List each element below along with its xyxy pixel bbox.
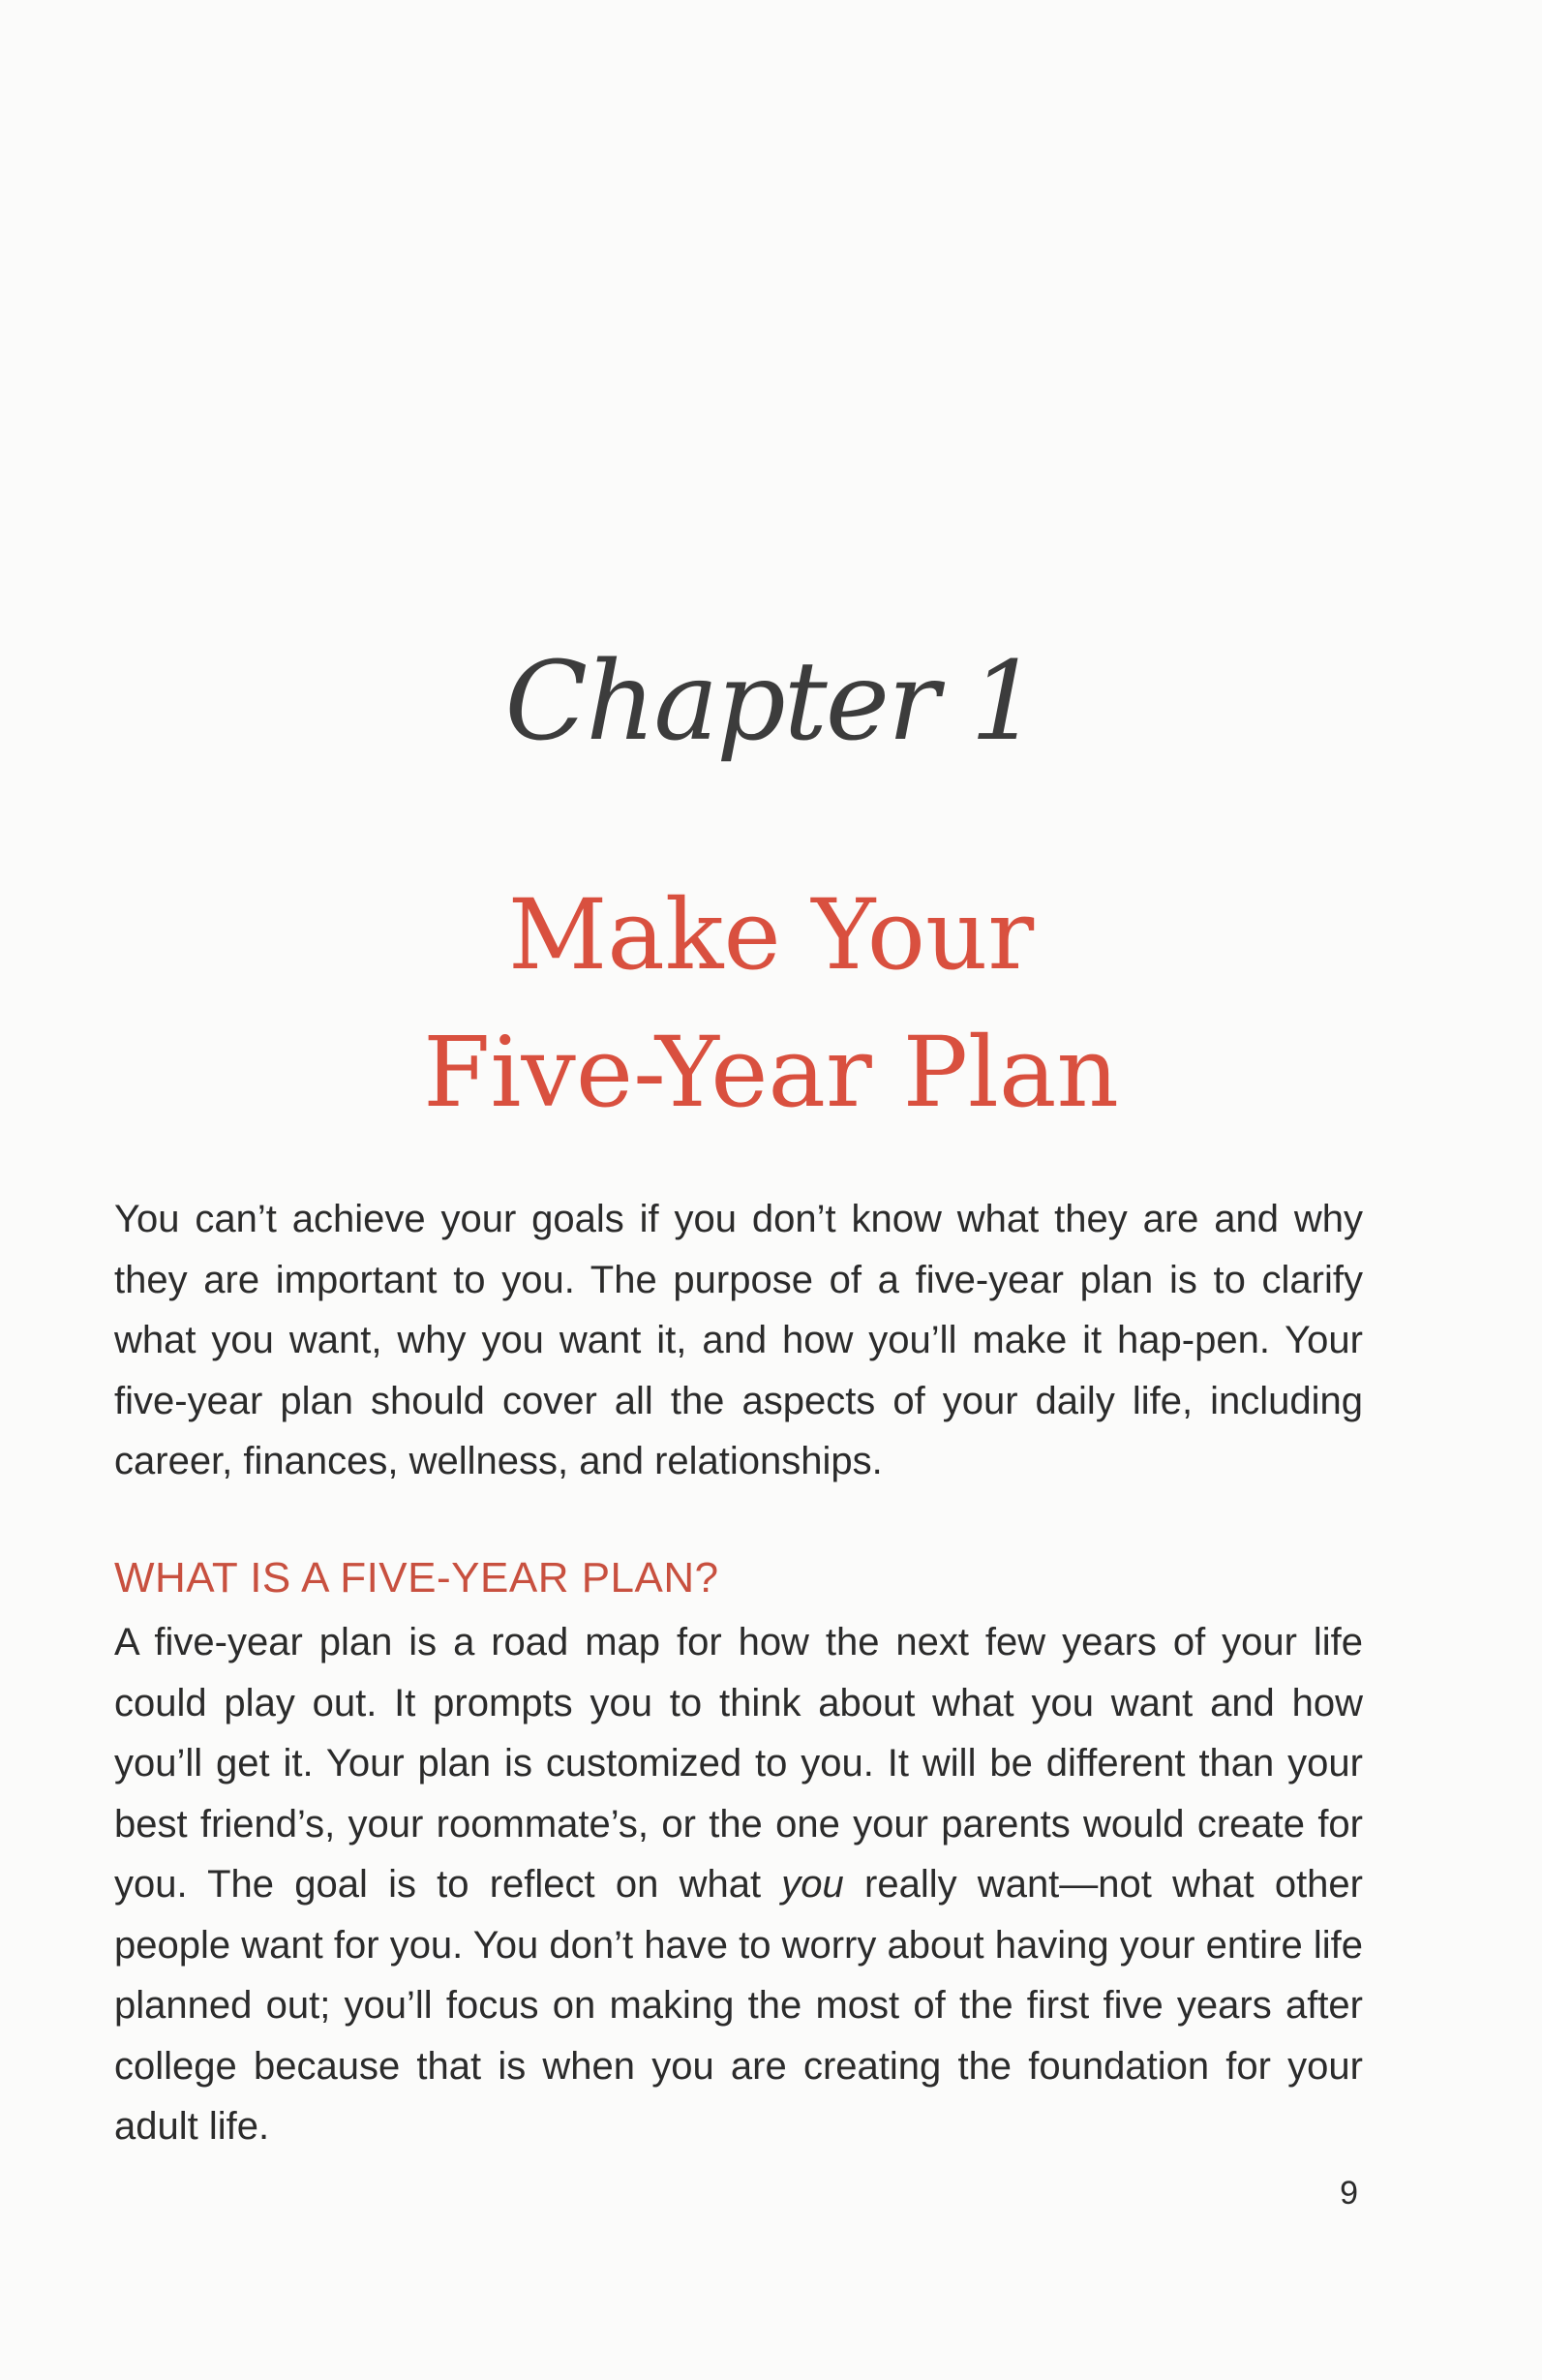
section-heading: WHAT IS A FIVE-YEAR PLAN? [114, 1554, 719, 1602]
intro-paragraph: You can’t achieve your goals if you don’t know what they are and why they are important to you. The purpose of a five-year plan is to clarify what you want, why you want it, and how you’ll make it hap-pen. Your five-year plan should cover all the aspects of your daily life, including career, finances, wellness, and relationships. [114, 1198, 1363, 1482]
chapter-title [0, 867, 1542, 1142]
chapter-title-line-1: Make Your [507, 878, 1035, 992]
section-paragraph [114, 1612, 1363, 2157]
section-text-part-2: really want—not what other people want for you. You don’t have to worry about having your entire life planned out; you’ll focus on making the most of the first five years after college because that is when you are creating the foundation for your adult life. [114, 1863, 1363, 2148]
chapter-label: Chapter 1 [504, 639, 1038, 765]
section-text-part-1: A five-year plan is a road map for how the next few years of your life could play out. It prompts you to think about what you want and how you’ll get it. Your plan is customized to you. It will be different than your best friend’s, your roommate’s, or the one your parents would create for you. The goal is to reflect on what [114, 1621, 1363, 1906]
page-number: 9 [1340, 2175, 1358, 2212]
chapter-title-line-2: Five-Year Plan [423, 1016, 1119, 1129]
section-emphasis: you [781, 1863, 844, 1906]
